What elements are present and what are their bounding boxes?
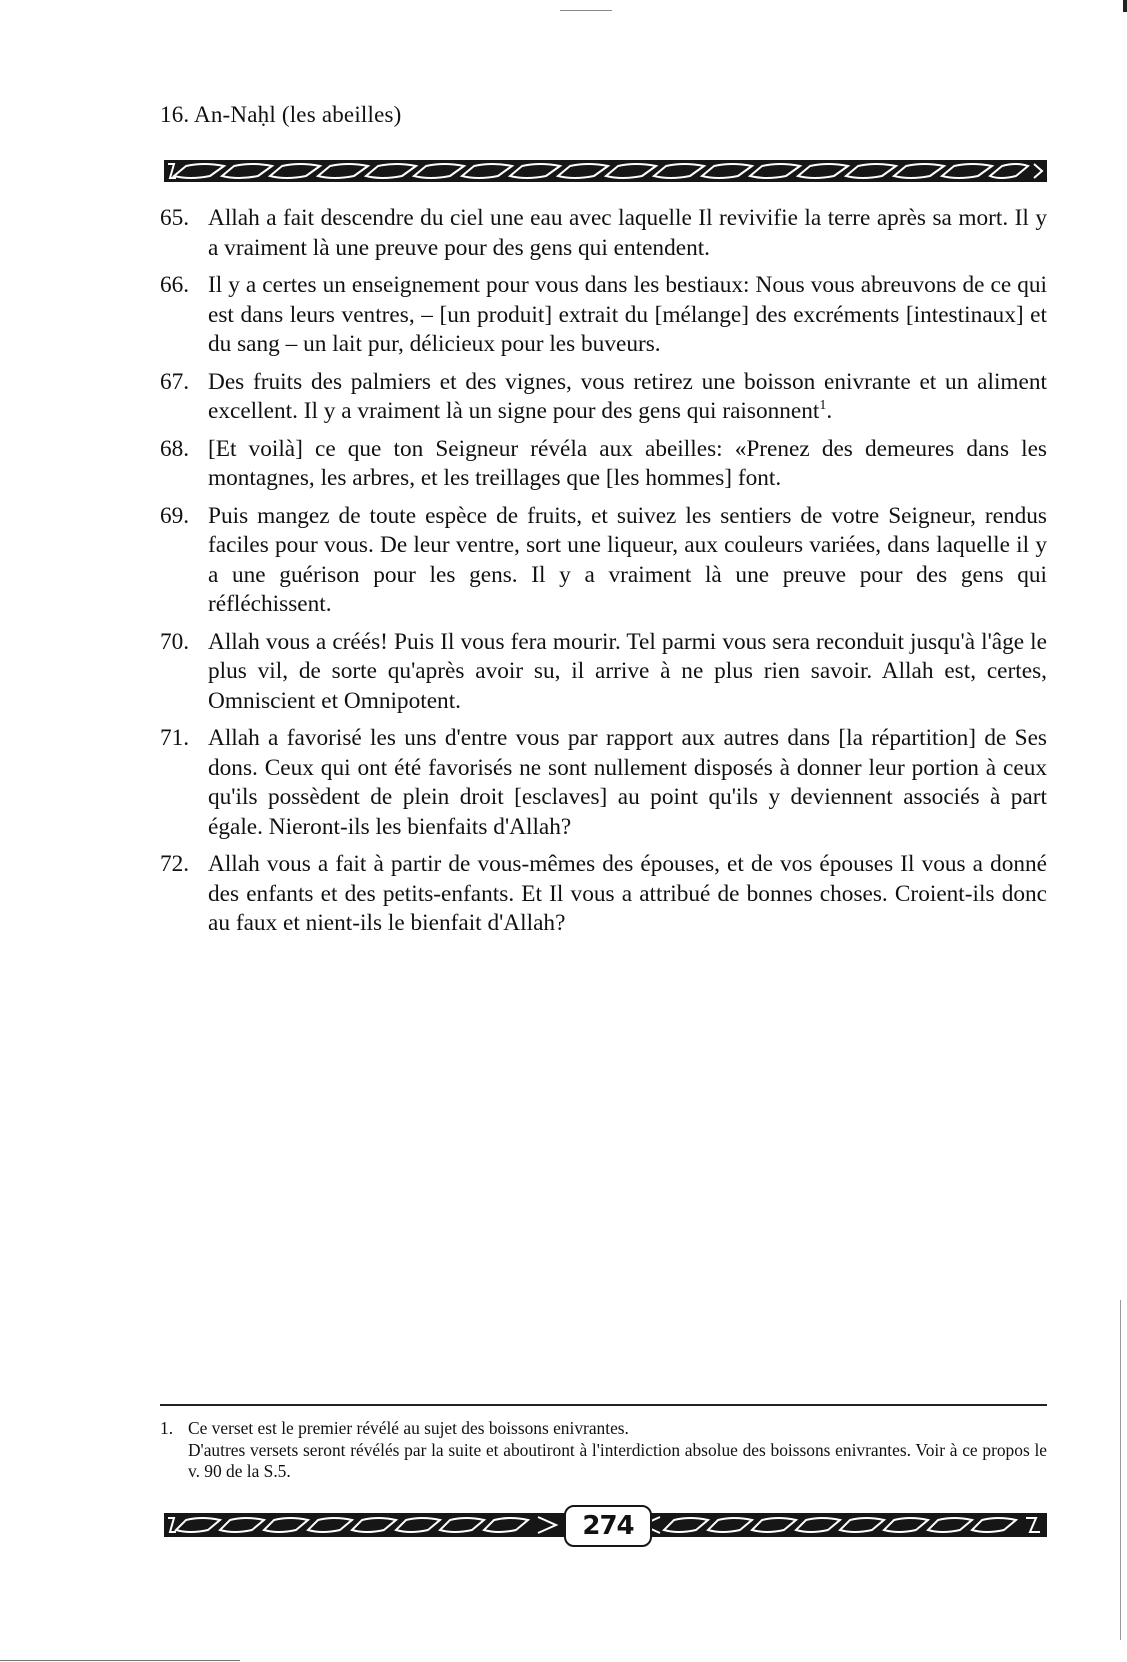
footnote bbox=[160, 1418, 1047, 1483]
verse-number: 68. bbox=[160, 435, 190, 462]
verse-72 bbox=[160, 850, 1047, 939]
verse-number: 66. bbox=[160, 272, 190, 298]
verse-list bbox=[160, 204, 1047, 947]
verse-text-container bbox=[208, 368, 1047, 427]
verse-number: 70. bbox=[160, 628, 190, 655]
verse-text: [Et voilà] ce que ton Seigneur révéla aux abeilles: «Prenez des demeures dans les montagnes, les arbres, et les treillages que [les hommes] font. bbox=[208, 435, 1047, 491]
verse-text-tail: . bbox=[826, 398, 833, 424]
footnote-line-2: D'autres versets seront révélés par la suite et aboutiront à l'interdiction absolue des boissons enivrantes. Voir à ce propos le v. 90 de la S.5. bbox=[188, 1439, 1047, 1481]
verse-69 bbox=[160, 502, 1047, 620]
verse-number: 69. bbox=[160, 502, 190, 529]
verse-number: 67. bbox=[160, 368, 190, 395]
footnote-number: 1. bbox=[160, 1418, 174, 1438]
footnote-line-1: Ce verset est le premier révélé au sujet des boissons enivrantes. bbox=[188, 1418, 629, 1438]
verse-70 bbox=[160, 628, 1047, 717]
footnote-text bbox=[188, 1418, 1047, 1483]
verse-71 bbox=[160, 724, 1047, 842]
page-number: 274 bbox=[564, 1505, 652, 1547]
verse-text: Il y a certes un enseignement pour vous dans les bestiaux: Nous vous abreuvons de ce qui est dans leurs ventres, – [un produit] extrait du [mélange] des excréments [intestinaux] et du sang – un lait pur, délicieux pour les buveurs. bbox=[208, 272, 1047, 357]
verse-67 bbox=[160, 368, 1047, 427]
verse-66 bbox=[160, 271, 1047, 360]
verse-number: 71. bbox=[160, 725, 190, 751]
verse-text: Puis mangez de toute espèce de fruits, et suivez les sentiers de votre Seigneur, rendus faciles pour vous. De leur ventre, sort une liqueur, aux couleurs variées, dans laquelle il y a une guérison pour les gens. Il y a vraiment là une preuve pour des gens qui réfléchissent. bbox=[208, 502, 1047, 617]
ornament-border-top bbox=[164, 160, 1047, 182]
verse-number: 65. bbox=[160, 205, 190, 231]
verse-68 bbox=[160, 435, 1047, 494]
corner-mark bbox=[1123, 0, 1127, 12]
top-crop-mark bbox=[560, 10, 612, 11]
running-header: 16. An-Naḥl (les abeilles) bbox=[160, 102, 402, 127]
verse-number: 72. bbox=[160, 851, 190, 877]
verse-text: Allah a fait descendre du ciel une eau avec laquelle Il revivifie la terre après sa mort. Il y a vraiment là une preuve pour des gens qui entendent. bbox=[208, 205, 1047, 261]
footnote-reference[interactable]: 1 bbox=[819, 398, 827, 414]
verse-text: Des fruits des palmiers et des vignes, vous retirez une boisson enivrante et un aliment excellent. Il y a vraiment là un signe pour des gens qui raisonnent bbox=[208, 368, 1047, 424]
verse-text: Allah a favorisé les uns d'entre vous par rapport aux autres dans [la répartition] de Ses dons. Ceux qui ont été favorisés ne sont nullement disposés à donner leur portion à ceux qu'ils possèdent de plein droit [esclaves] au point qu'ils y deviennent associés à part égale. Nieront-ils les bienfaits d'Allah? bbox=[208, 725, 1047, 840]
verse-text: Allah vous a fait à partir de vous-mêmes des épouses, et de vos épouses Il vous a donné des enfants et des petits-enfants. Et Il vous a attribué de bonnes choses. Croient-ils donc au faux et nient-ils le bienfait d'Allah? bbox=[208, 851, 1047, 936]
footnote-divider bbox=[160, 1404, 1047, 1406]
verse-65 bbox=[160, 204, 1047, 263]
verse-text: Allah vous a créés! Puis Il vous fera mourir. Tel parmi vous sera reconduit jusqu'à l'âge le plus vil, de sorte qu'après avoir su, il arrive à ne plus rien savoir. Allah est, certes, Omniscient et Omnipotent. bbox=[208, 628, 1047, 714]
scan-bottom-line bbox=[0, 1660, 240, 1661]
scan-edge-line bbox=[1120, 1300, 1121, 1640]
